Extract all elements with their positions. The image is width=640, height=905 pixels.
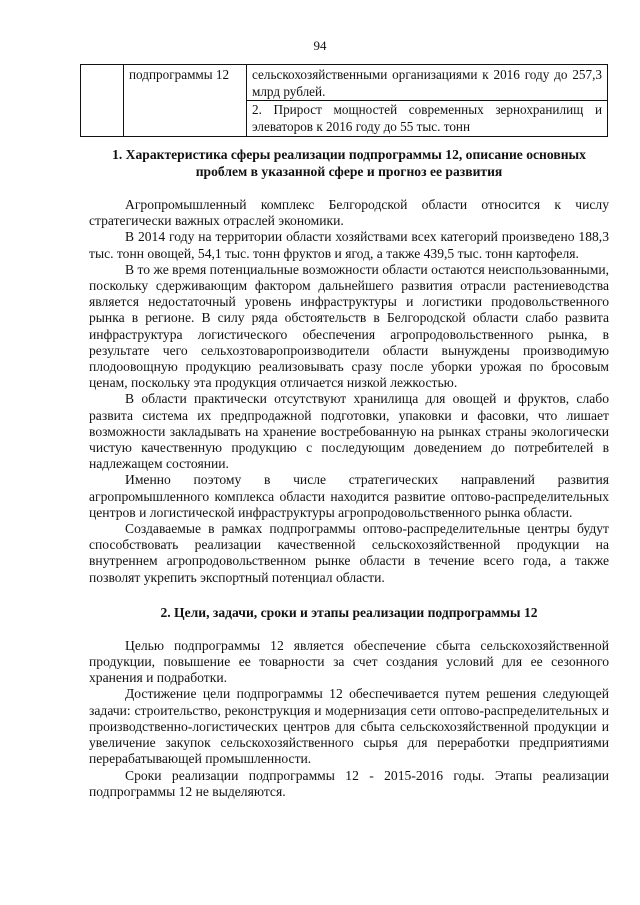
indicator-line-1: сельскохозяйственными организациями к 2016 году до 257,3 млрд рублей. <box>252 67 602 99</box>
indicator-line-2: 2. Прирост мощностей современных зернохранилищ и элеваторов к 2016 году до 55 тыс. тонн <box>247 100 607 135</box>
paragraph: Достижение цели подпрограммы 12 обеспечивается путем решения следующей задачи: строительство, реконструкция и модернизация сети оптово-распределительных и производственно-логистических центров для сбыта сельскохозяйственной продукции и увеличение закупок сельскохозяйственного сырья для переработки предприятиями перерабатывающей промышленности. <box>89 686 609 767</box>
paragraph: Сроки реализации подпрограммы 12 - 2015-2016 годы. Этапы реализации подпрограммы 12 не выделяются. <box>89 767 609 799</box>
paragraph: Целью подпрограммы 12 является обеспечение сбыта сельскохозяйственной продукции, повышение ее товарности за счет создания условий для ее сезонного хранения и подработки. <box>89 637 609 686</box>
continuation-table <box>80 64 608 137</box>
table-cell-indicators <box>247 65 608 137</box>
paragraph: Агропромышленный комплекс Белгородской области относится к числу стратегически важных отраслей экономики. <box>89 197 609 229</box>
section-1-heading: 1. Характеристика сферы реализации подпрограммы 12, описание основных проблем в указанной сфере и прогноз ее развития <box>112 147 586 179</box>
paragraph: Создаваемые в рамках подпрограммы оптово-распределительные центры будут способствовать реализации качественной сельскохозяйственной продукции на внутреннем агропродовольственном рынке области в течение всего года, а также позволят укрепить экспортный потенциал области. <box>89 521 609 585</box>
paragraph: В области практически отсутствуют хранилища для овощей и фруктов, слабо развита система их предпродажной подготовки, упаковки и фасовки, что лишает возможности закладывать на хранение востребованную на рынках страны экологически чистую качественную продукцию с последующим доведением до потребителей в надлежащем состоянии. <box>89 391 609 472</box>
document-body <box>89 146 609 800</box>
paragraph: Именно поэтому в числе стратегических направлений развития агропромышленного комплекса области находится развитие оптово-распределительных центров и логистической инфраструктуры агропродовольственного рынка области. <box>89 472 609 520</box>
page-number: 94 <box>313 38 327 53</box>
paragraph: В 2014 году на территории области хозяйствами всех категорий произведено 188,3 тыс. тонн овощей, 54,1 тыс. тонн фруктов и ягод, а также 439,5 тыс. тонн картофеля. <box>89 229 609 261</box>
table-cell-subprogram: подпрограммы 12 <box>124 65 247 137</box>
section-2-heading: 2. Цели, задачи, сроки и этапы реализации подпрограммы 12 <box>160 604 538 620</box>
table-row <box>81 65 608 137</box>
paragraph: В то же время потенциальные возможности области остаются неиспользованными, поскольку сдерживающим фактором дальнейшего развития отрасли растениеводства является недостаточный уровень инфраструктуры и логистики продовольственного рынка в регионе. В силу ряда обстоятельств в Белгородской области слабо развита инфраструктура логистического обеспечения агропродовольственного рынка, в результате чего сельхозтоваропроизводители области вынуждены производимую плодоовощную продукцию реализовывать сразу после уборки урожая по бросовым ценам, поскольку эта продукция отличается низкой лежкостью. <box>89 261 609 391</box>
table-cell-empty <box>81 65 124 137</box>
